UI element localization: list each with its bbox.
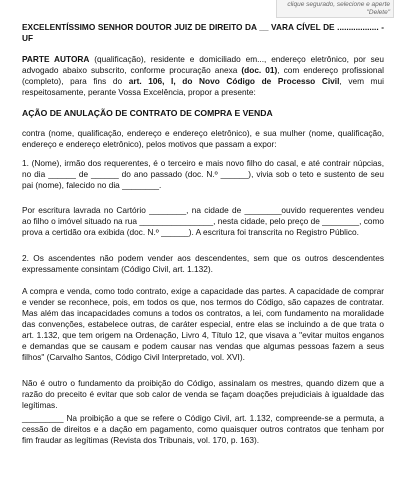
paragraph-contra: contra (nome, qualificação, endereço e endereço eletrônico), e sua mulher (nome, qualificação, endereço e endereço eletrônico), pelos motivos que passam a expor: [22,128,384,149]
paragraph-fundamento: Não é outro o fundamento da proibição do Código, assinalam os mestres, quando dizem que a razão do preceito é evitar que sob calor de venda se façam doações prejudiciais à igualdade das legítimas. [22,378,384,410]
paragraph-escritura: Por escritura lavrada no Cartório ________, na cidade de ________ouvido requerentes vendeu ao filho o imóvel situado na rua ________________, nesta cidade, pelo preço de ________, como prova a certidão ora exibida (doc. N.º ______). A escritura foi transcrita no Registro Público. [22,205,384,237]
doc-ref: (doc. 01) [241,65,278,75]
paragraph-1: 1. (Nome), irmão dos requerentes, é o terceiro e mais novo filho do casal, e até contrair núpcias, no dia ______ de ______ do ano passado (doc. N.º ______), vivia sob o teto e sustento de seu pai (nome), falecido no dia ________. [22,158,384,190]
plaintiff-label: PARTE AUTORA [22,54,90,64]
intro-paragraph [22,54,384,98]
action-title: AÇÃO DE ANULAÇÃO DE CONTRATO DE COMPRA E VENDA [22,108,273,118]
paragraph-proibicao: _________ Na proibição a que se refere o Código Civil, art. 1.132, compreende-se a permuta, a cessão de direitos e a dação em pagamento, como quaisquer outros contratos que tenham por fim fraudar as legítimas (Revista dos Tribunais, vol. 170, p. 163). [22,413,384,445]
article-ref: art. 106, I, do Novo Código de Processo Civil [128,76,340,86]
intro-text-3: , vem mui respeitosamente, perante Vossa Excelência, propor a presente: [22,76,384,97]
paragraph-compra-venda: A compra e venda, como todo contrato, exige a capacidade das partes. A capacidade de comprar e vender se reconhece, pois, em todos os que, nos termos do Código, são capazes de contratar. Mas além das incapacidades comuns a todos os contratos, a lei, com fundamento na moralidade das convenções, estabelece outras, de caráter especial, entre elas se incluindo a de que trata o art. 1.132, que tem origem na Ordenação, Livro 4, Título 12, que visava a "evitar muitos enganos e demandas que se causam e podem causar nas vendas que algumas pessoas fazem a seus filhos" (Carvalho Santos, Código Civil Interpretado, vol. XVI). [22,286,384,362]
corner-note: clique segurado, selecione e aperte "Delete" [276,0,394,18]
paragraph-2: 2. Os ascendentes não podem vender aos descendentes, sem que os outros descendentes expressamente consintam (Código Civil, art. 1.132). [22,253,384,274]
court-header: EXCELENTÍSSIMO SENHOR DOUTOR JUIZ DE DIREITO DA __ VARA CÍVEL DE .................. - UF [22,22,384,43]
intro-text-2: , com endereço profissional (completo), para fins do [22,65,384,86]
intro-text-1: (qualificação), residente e domiciliado em..., endereço eletrônico, por seu advogado abaixo subscrito, conforme procuração anexa [22,54,385,75]
